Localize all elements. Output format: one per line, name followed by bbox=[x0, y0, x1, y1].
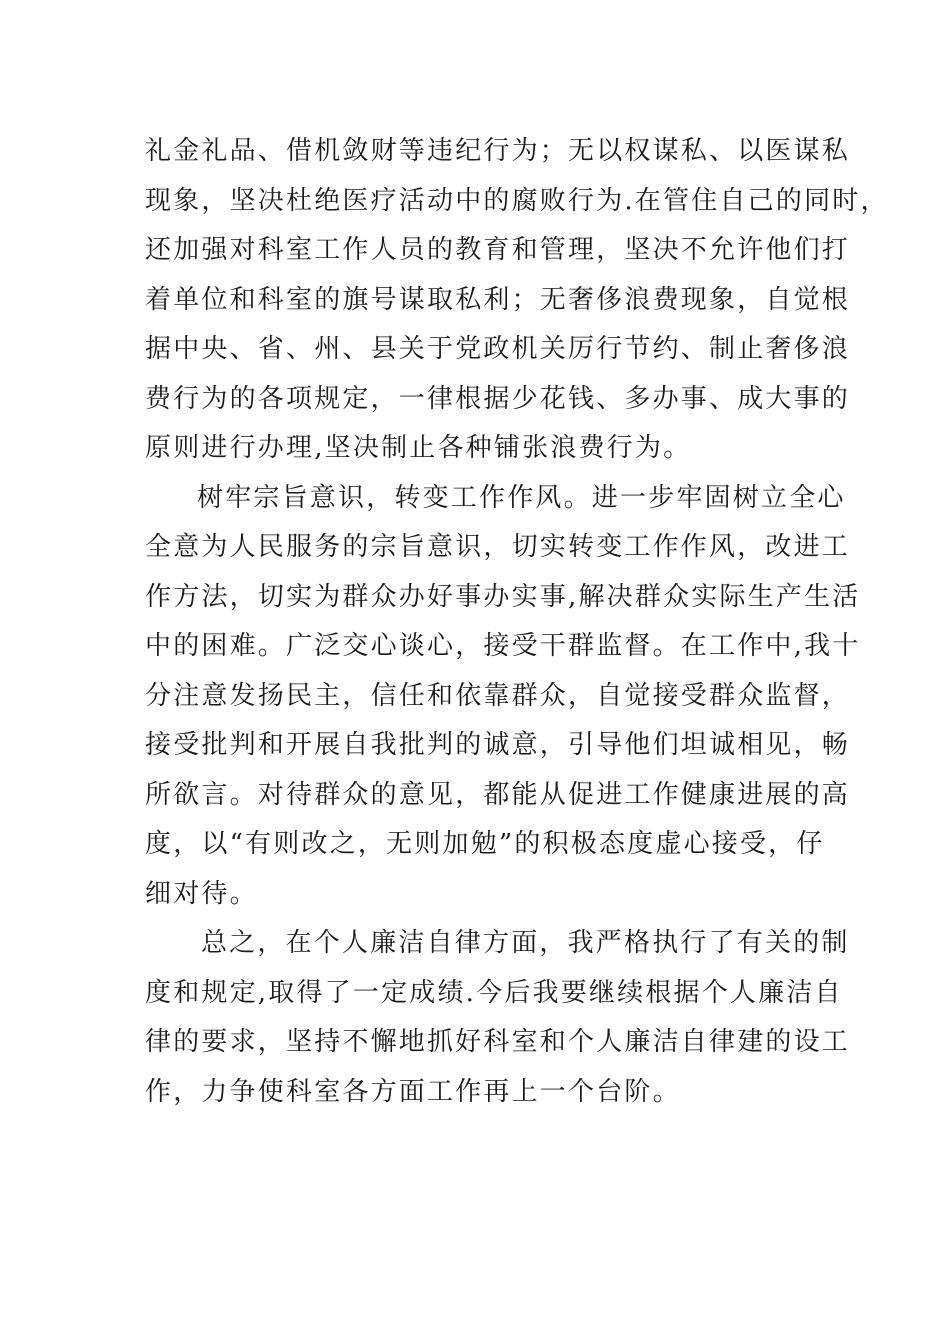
paragraph-2-line-7: 所欲言。对待群众的意见，都能从促进工作健康进展的高 bbox=[145, 779, 851, 810]
paragraph-2-line-2: 全意为人民服务的宗旨意识，切实转变工作作风，改进工 bbox=[145, 532, 851, 562]
paragraph-2-line-3: 作方法，切实为群众办好事办实事,解决群众实际生产生活 bbox=[145, 581, 861, 612]
paragraph-2-line-1: 树牢宗旨意识，转变工作作风。进一步牢固树立全心 bbox=[197, 482, 846, 513]
paragraph-1-line-7: 原则进行办理,坚决制止各种铺张浪费行为。 bbox=[145, 433, 692, 463]
paragraph-3-line-1: 总之，在个人廉洁自律方面，我严格执行了有关的制 bbox=[201, 928, 850, 958]
paragraph-2-line-9: 细对待。 bbox=[145, 878, 258, 909]
paragraph-1-line-5: 据中央、省、州、县关于党政机关厉行节约、制止奢侈浪 bbox=[145, 334, 851, 364]
paragraph-1-line-3: 还加强对科室工作人员的教育和管理，坚决不允许他们打 bbox=[145, 235, 851, 265]
paragraph-3-line-2: 度和规定,取得了一定成绩.今后我要继续根据个人廉洁自 bbox=[145, 977, 843, 1008]
paragraph-1-line-1: 礼金礼品、借机敛财等违纪行为；无以权谋私、以医谋私 bbox=[145, 136, 851, 166]
document-body bbox=[145, 127, 889, 1117]
paragraph-2-line-6: 接受批判和开展自我批判的诚意，引导他们坦诚相见，畅 bbox=[145, 730, 851, 760]
paragraph-1-line-2: 现象，坚决杜绝医疗活动中的腐败行为.在管住自己的同时， bbox=[145, 185, 889, 216]
paragraph-1-line-4: 着单位和科室的旗号谋取私利；无奢侈浪费现象，自觉根 bbox=[145, 284, 851, 315]
paragraph-3-line-4: 作，力争使科室各方面工作再上一个台阶。 bbox=[145, 1076, 681, 1107]
paragraph-2-line-4: 中的困难。广泛交心谈心，接受干群监督。在工作中,我十 bbox=[145, 631, 861, 661]
paragraph-3-line-3: 律的要求，坚持不懈地抓好科室和个人廉洁自律建的设工 bbox=[145, 1027, 851, 1057]
paragraph-1-line-6: 费行为的各项规定，一律根据少花钱、多办事、成大事的 bbox=[145, 383, 851, 414]
paragraph-2-line-5: 分注意发扬民主，信任和依靠群众，自觉接受群众监督， bbox=[145, 680, 851, 711]
paragraph-2-line-8: 度，以“有则改之，无则加勉”的积极态度虚心接受，仔 bbox=[145, 829, 825, 859]
